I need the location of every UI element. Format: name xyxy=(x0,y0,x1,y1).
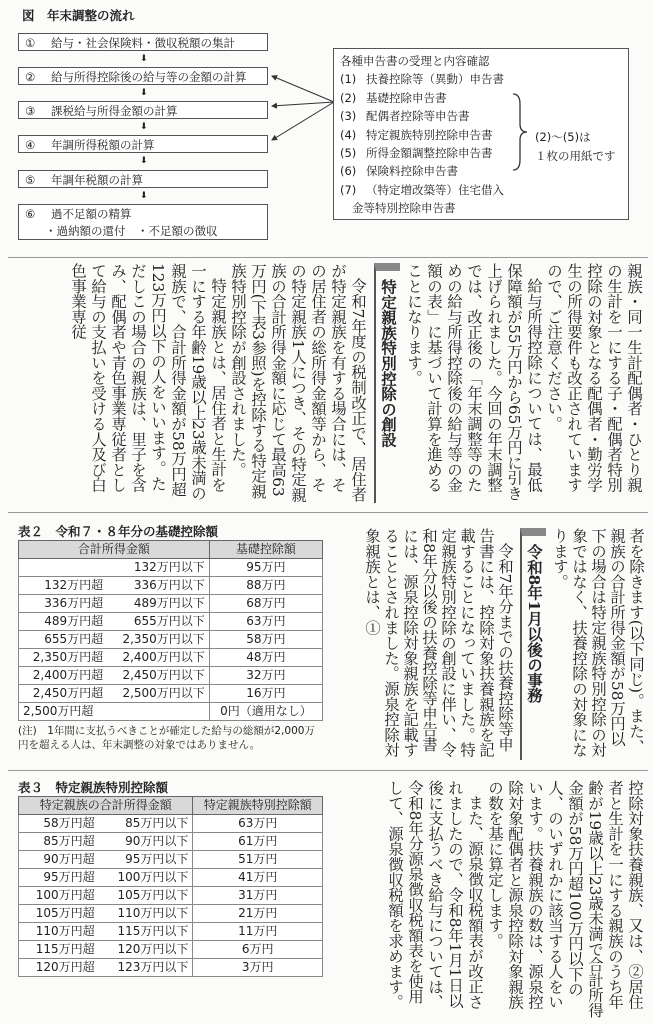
table-row xyxy=(19,941,323,959)
paragraph: また、源泉徴収税額表が改正されましたので、令和8年1月1日以後に支払うべき給与については、令和8年分源泉徴収税額表を使用して、源泉徴収税額を求めます。 xyxy=(386,780,484,1010)
cell-upper: 105万円以下 xyxy=(99,887,193,905)
cell-lower: 2,350万円超 xyxy=(19,649,108,667)
declaration-item xyxy=(340,181,622,199)
table3-title: 表３ 特定親族特別控除額 xyxy=(18,780,169,795)
column-header: 基礎控除額 xyxy=(209,541,322,559)
table2-note: (注) 1年間に支払うべきことが確定した給与の総額が2,000万円を超える人は、年末調整の対象ではありません。 xyxy=(18,725,315,751)
item-number: (7) xyxy=(340,182,357,197)
cell-lower: 336万円超 xyxy=(19,595,108,613)
arrow-down-icon: ⬇ xyxy=(140,122,148,132)
table-row xyxy=(19,631,323,649)
cell-upper: 489万円以下 xyxy=(107,595,209,613)
table3-block xyxy=(18,796,323,977)
cell-amount: 68万円 xyxy=(209,595,322,613)
cell-upper: 120万円以下 xyxy=(99,941,193,959)
cell-upper: 655万円以下 xyxy=(107,613,209,631)
cell-amount: 32万円 xyxy=(209,667,322,685)
connector-arrows xyxy=(260,60,340,150)
table-row xyxy=(19,905,323,923)
cell-lower: 132万円超 xyxy=(19,577,108,595)
cell-upper: 85万円以下 xyxy=(99,815,193,833)
flow-step xyxy=(18,33,268,51)
arrow-down-icon: ⬇ xyxy=(140,191,148,201)
item-text: （特定増改築等）住宅借入 xyxy=(366,182,504,197)
cell-amount: 63万円 xyxy=(193,815,323,833)
cell-upper: 132万円以下 xyxy=(107,559,209,577)
cell-upper: 2,500万円以下 xyxy=(107,685,209,703)
cell-upper: 336万円以下 xyxy=(107,577,209,595)
divider xyxy=(8,512,648,513)
cell-amount: 61万円 xyxy=(193,833,323,851)
cell-upper: 110万円以下 xyxy=(99,905,193,923)
item-number: (3) xyxy=(340,109,357,124)
step-number: ③ xyxy=(25,104,36,118)
cell-amount: 88万円 xyxy=(209,577,322,595)
cell-lower: 120万円超 xyxy=(19,959,99,977)
paragraph: 令和7年度の税制改正で、居住者が特定親族を有する場合には、その居住者の総所得金額等から、その特定親族1人につき、その特定親族の合計所得金額に応じて最高63万円(下表3参照)を控除する特定親族特別控除が創設されました。 xyxy=(229,263,367,503)
cell-amount: 31万円 xyxy=(193,887,323,905)
item-text: 基礎控除申告書 xyxy=(366,90,447,105)
column-header: 合計所得金額 xyxy=(19,541,210,559)
cell-amount: 3万円 xyxy=(193,959,323,977)
table-row xyxy=(19,595,323,613)
step-number: ⑥ xyxy=(25,207,36,221)
table2 xyxy=(18,540,323,721)
cell-lower: 95万円超 xyxy=(19,869,99,887)
step-text: 給与所得控除後の給与等の金額の計算 xyxy=(51,70,247,84)
flow-step xyxy=(18,204,268,240)
step-number: ② xyxy=(25,70,36,84)
item-text-cont: 金等特別控除申告書 xyxy=(352,201,456,216)
cell-amount: 6万円 xyxy=(193,941,323,959)
cell-lower: 105万円超 xyxy=(19,905,99,923)
table-row xyxy=(19,577,323,595)
item-number: (2) xyxy=(340,90,357,105)
cell-upper: 123万円以下 xyxy=(99,959,193,977)
cell-lower: 115万円超 xyxy=(19,941,99,959)
table-row xyxy=(19,703,323,721)
article-section-1 xyxy=(8,263,644,503)
cell-lower xyxy=(19,559,108,577)
paragraph: 令和7年分までの扶養控除等申告書には、控除対象扶養親族を記載することになっていました。特定親族特別控除の創設に伴い、令和8年分以後の扶養控除等申告書には、源泉控除対象親族を記載することとされました。源泉控除対象親族とは、① xyxy=(363,528,514,758)
header-row xyxy=(19,541,323,559)
flow-step xyxy=(18,67,268,85)
cell-amount: 48万円 xyxy=(209,649,322,667)
cell-upper: 2,450万円以下 xyxy=(107,667,209,685)
cell-upper xyxy=(107,703,209,721)
cell-amount: 0円（適用なし） xyxy=(209,703,322,721)
item-text: 配偶者控除等申告書 xyxy=(366,109,470,124)
table-row xyxy=(19,613,323,631)
cell-lower: 2,400万円超 xyxy=(19,667,108,685)
brace-icon xyxy=(510,92,530,172)
table-row xyxy=(19,667,323,685)
article-section-2 xyxy=(330,528,645,760)
table-row xyxy=(19,559,323,577)
table-row xyxy=(19,869,323,887)
cell-amount: 58万円 xyxy=(209,631,322,649)
cell-lower: 110万円超 xyxy=(19,923,99,941)
table3 xyxy=(18,796,323,977)
step-subtext: ・過納額の還付 ・不足額の徴収 xyxy=(45,224,218,238)
declarations-title: 各種申告書の受理と内容確認 xyxy=(340,54,490,68)
cell-amount: 21万円 xyxy=(193,905,323,923)
divider xyxy=(8,770,648,771)
paragraph: 親族・同一生計配偶者・ひとり親の生計を一にする子・配偶者特別控除の対象となる配偶者・勤労学生の所得要件も改正されていますので、ご注意ください。 xyxy=(545,263,643,493)
cell-lower: 85万円超 xyxy=(19,833,99,851)
table2-title: 表２ 令和７・８年分の基礎控除額 xyxy=(18,524,219,539)
step-text: 課税給与所得金額の計算 xyxy=(51,104,178,118)
item-number: (6) xyxy=(340,164,357,179)
brace-note-line: １枚の用紙です xyxy=(535,149,616,163)
paragraph: 給与所得控除については、最低保障額が55万円から65万円に引き上げられました。今回の年末調整では、改正後の「年末調整等のための給与所得控除後の給与等の金額の表」に基づいて計算を進めることになります。 xyxy=(405,263,543,501)
step-number: ④ xyxy=(25,138,36,152)
cell-upper: 95万円以下 xyxy=(99,851,193,869)
paragraph: 特定親族とは、居住者と生計を一にする年齢19歳以上23歳未満の親族で、合計所得金額が58万円超123万円以下の人をいいます。ただしこの場合の親族は、里子を含み、配偶者や青色事業専従者として給与の支払いを受ける人及び白色事業専従 xyxy=(69,263,227,501)
step-text: 年調年税額の計算 xyxy=(51,173,143,187)
cell-lower: 90万円超 xyxy=(19,851,99,869)
article-section-3 xyxy=(330,780,645,1018)
item-text: 特定親族特別控除申告書 xyxy=(366,127,493,142)
table-row xyxy=(19,649,323,667)
step-text: 給与・社会保険料・徴収税額の集計 xyxy=(51,36,235,50)
cell-amount: 51万円 xyxy=(193,851,323,869)
cell-amount: 95万円 xyxy=(209,559,322,577)
section-heading: 令和8年1月以後の事務 xyxy=(520,528,546,760)
table-row xyxy=(19,887,323,905)
cell-lower: 2,500万円超 xyxy=(19,703,108,721)
flow-step xyxy=(18,170,268,188)
cell-upper: 115万円以下 xyxy=(99,923,193,941)
cell-amount: 11万円 xyxy=(193,923,323,941)
header-row xyxy=(19,797,323,815)
item-number: (1) xyxy=(340,72,357,87)
item-text: 扶養控除等（異動）申告書 xyxy=(366,72,504,87)
step-number: ① xyxy=(25,36,36,50)
step-text: 年調所得税額の計算 xyxy=(51,138,155,152)
table-row xyxy=(19,685,323,703)
cell-lower: 100万円超 xyxy=(19,887,99,905)
table-row xyxy=(19,815,323,833)
paragraph: 者を除きます(以下同じ)。また、親族の合計所得金額が58万円以下の場合は特定親族特別控除の対象ではなく、扶養控除の対象になります。 xyxy=(551,528,645,758)
cell-upper: 2,400万円以下 xyxy=(107,649,209,667)
declaration-item xyxy=(340,70,622,88)
declaration-item xyxy=(340,107,622,125)
cell-amount: 63万円 xyxy=(209,613,322,631)
item-number: (4) xyxy=(340,127,357,142)
cell-upper: 100万円以下 xyxy=(99,869,193,887)
step-text: 過不足額の精算 xyxy=(51,207,132,221)
cell-lower: 2,450万円超 xyxy=(19,685,108,703)
table2-block xyxy=(18,540,323,752)
step-number: ⑤ xyxy=(25,173,36,187)
item-number: (5) xyxy=(340,146,357,161)
cell-lower: 489万円超 xyxy=(19,613,108,631)
brace-note-line: (2)〜(5)は xyxy=(535,130,591,144)
cell-lower: 58万円超 xyxy=(19,815,99,833)
section-heading: 特定親族特別控除の創設 xyxy=(374,263,400,503)
paragraph: 控除対象扶養親族、又は、②居住者と生計を一にする親族のうち年齢が19歳以上23歳未満で合計所得金額が58万円超100万円以下の人、のいずれかに該当する人をいいます。扶養親族の数は、源泉控除対象配偶者と源泉控除対象親族の数を基に算定します。 xyxy=(486,780,644,1018)
declaration-item xyxy=(340,89,622,107)
figure-title: 図 年末調整の流れ xyxy=(22,8,135,23)
divider xyxy=(8,257,648,258)
item-text: 保険料控除申告書 xyxy=(366,164,458,179)
table-row xyxy=(19,959,323,977)
flow-step xyxy=(18,101,268,119)
table-row xyxy=(19,851,323,869)
table-row xyxy=(19,923,323,941)
item-text: 所得金額調整控除申告書 xyxy=(366,146,493,161)
column-header: 特定親族特別控除額 xyxy=(193,797,323,815)
cell-amount: 16万円 xyxy=(209,685,322,703)
flow-step xyxy=(18,135,268,153)
table-row xyxy=(19,833,323,851)
arrow-down-icon: ⬇ xyxy=(140,88,148,98)
column-header: 特定親族の合計所得金額 xyxy=(19,797,193,815)
cell-lower: 655万円超 xyxy=(19,631,108,649)
cell-upper: 2,350万円以下 xyxy=(107,631,209,649)
arrow-down-icon: ⬇ xyxy=(140,156,148,166)
cell-upper: 90万円以下 xyxy=(99,833,193,851)
cell-amount: 41万円 xyxy=(193,869,323,887)
brace-note xyxy=(535,128,616,166)
arrow-down-icon: ⬇ xyxy=(140,54,148,64)
